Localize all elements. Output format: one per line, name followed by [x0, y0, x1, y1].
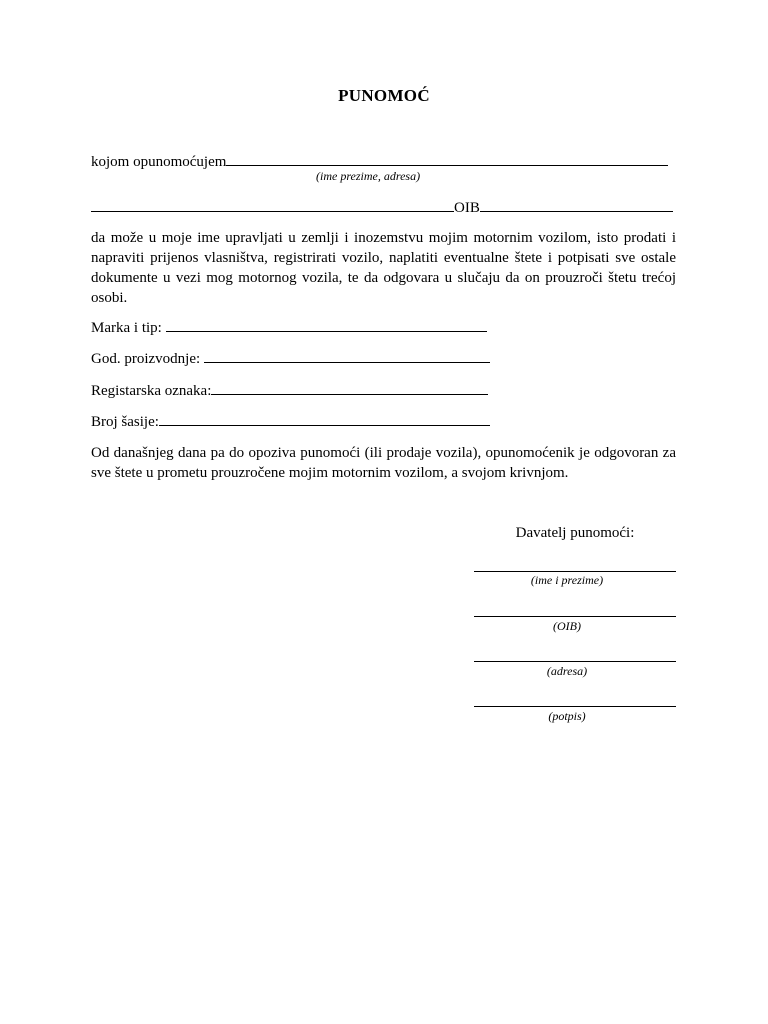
name-caption: (ime i prezime): [530, 573, 604, 587]
oib-caption: (OIB): [553, 619, 581, 633]
chassis-row: [91, 412, 490, 431]
liability-paragraph: Od današnjeg dana pa do opoziva punomoći (ili prodaje vozila), opunomoćenik je odgovoran za sve štete u prometu prouzročene mojim motornim vozilom, a svojom krivnjom.: [91, 445, 676, 481]
address-caption: (adresa): [546, 664, 588, 678]
grantor-hint: (ime prezime, adresa): [316, 169, 421, 183]
chassis-blank[interactable]: [159, 412, 490, 426]
registration-label: Registarska oznaka:: [91, 383, 212, 399]
grantor-label: kojom opunomoćujem: [91, 154, 227, 170]
document-title: PUNOMOĆ: [338, 86, 430, 105]
registration-row: [91, 381, 488, 400]
oib-label: OIB: [454, 200, 480, 216]
oib-blank[interactable]: [480, 198, 673, 212]
authorization-paragraph: da može u moje ime upravljati u zemlji i inozemstvu mojim motornim vozilom, isto prodati i napraviti prijenos vlasništva, registrirati vozilo, naplatiti eventualne štete i potpisati sve ostale dokumente u vezi mog motornog vozila, te da odgovara u slučaju da on prouzroči štetu trećoj osobi.: [91, 230, 676, 306]
chassis-label: Broj šasije:: [91, 414, 159, 430]
name-blank[interactable]: [91, 198, 454, 212]
oib-row: [91, 198, 673, 217]
oib-signature-line[interactable]: [474, 616, 676, 617]
signature-line[interactable]: [474, 706, 676, 707]
grantor-signature-heading: Davatelj punomoći:: [515, 525, 635, 541]
registration-blank[interactable]: [211, 381, 488, 395]
name-signature-line[interactable]: [474, 571, 676, 572]
address-signature-line[interactable]: [474, 661, 676, 662]
year-label: God. proizvodnje:: [91, 351, 204, 367]
grantor-blank[interactable]: [226, 152, 668, 166]
year-row: [91, 349, 490, 368]
make-type-row: [91, 318, 487, 337]
make-type-blank[interactable]: [166, 318, 487, 332]
signature-caption: (potpis): [548, 709, 586, 723]
year-blank[interactable]: [204, 349, 490, 363]
make-type-label: Marka i tip:: [91, 320, 166, 336]
